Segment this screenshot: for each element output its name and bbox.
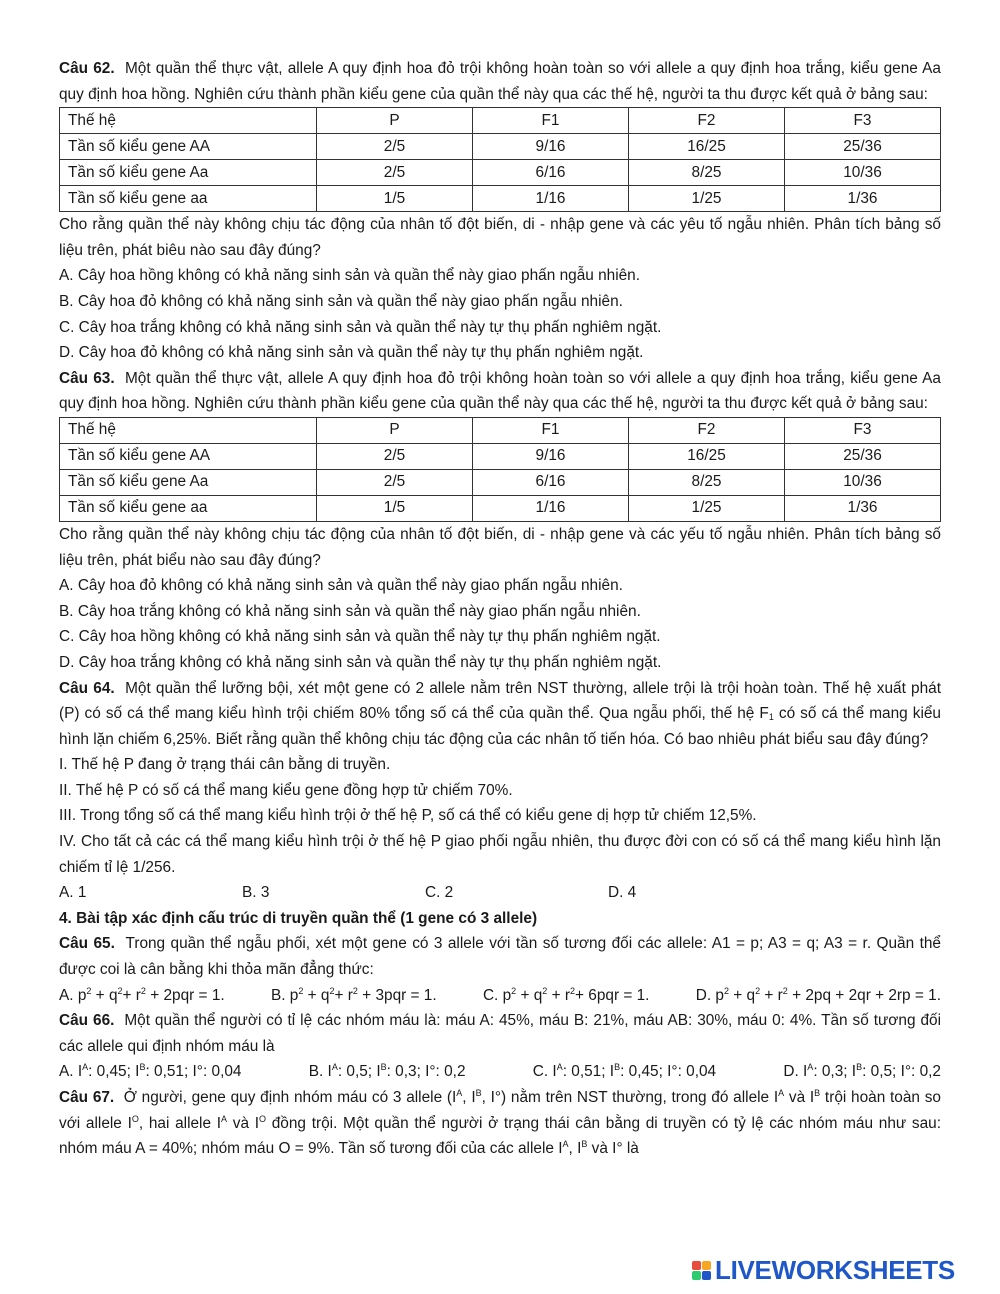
answer-option-b[interactable]: B. Cây hoa trắng không có khả năng sinh sản và quần thể này giao phấn ngẫu nhiên. xyxy=(59,602,641,620)
answer-options xyxy=(59,983,941,1009)
table-cell: Tần số kiểu gene Aa xyxy=(60,160,317,186)
question-label: Câu 66. xyxy=(59,1012,115,1030)
table-row xyxy=(60,160,941,186)
table-header-cell: F1 xyxy=(473,417,629,443)
table-row xyxy=(60,186,941,212)
question-65 xyxy=(59,931,941,982)
table-cell: 9/16 xyxy=(473,443,629,469)
table-cell: 16/25 xyxy=(629,134,785,160)
table-cell: Tần số kiểu gene aa xyxy=(60,186,317,212)
answer-option-d[interactable]: D. $p^2 + q^2 + r^2 + 2pq + 2qr + 2rp = 1$. xyxy=(695,985,941,1004)
worksheet-page xyxy=(59,56,941,1162)
liveworksheets-logo xyxy=(692,1255,955,1286)
table-cell: 2/5 xyxy=(317,134,473,160)
question-text: Một quần thể thực vật, allele A quy định hoa đỏ trội không hoàn toàn so với allele a quy định hoa trắng, kiểu gene Aa quy định hoa hồng. Nghiên cứu thành phần kiểu gene của quần thể này qua các thế hệ, người ta thu được kết quả ở bảng sau: xyxy=(59,369,941,413)
question-label: Câu 62. xyxy=(59,60,115,77)
table-header-cell: F1 xyxy=(473,108,629,134)
answer-option-b[interactable]: B. $I^A$: 0,5; $I^B$: 0,3; I°: 0,2 xyxy=(308,1062,466,1081)
question-text: Trong quần thể ngẫu phối, xét một gene có 3 allele với tần số tương đối các allele: A1 = p; A3 = q; A3 = r. Quần thể được coi là cân bằng khi thỏa mãn đẳng thức: xyxy=(59,935,941,979)
question-text: Một quần thể thực vật, allele A quy định hoa đỏ trội không hoàn toàn so với allele a quy định hoa trắng, kiểu gene Aa quy định hoa hồng. Nghiên cứu thành phần kiểu gene của quần thể này qua các thế hệ, người ta thu được kết quả ở bảng sau: xyxy=(59,60,941,103)
answer-option-a[interactable]: A. 1 xyxy=(59,884,87,902)
table-cell: 2/5 xyxy=(317,160,473,186)
table-header-row xyxy=(60,417,941,443)
question-label: Câu 64. xyxy=(59,679,115,697)
answer-option-a[interactable]: A. $I^A$: 0,45; $I^B$: 0,51; I°: 0,04 xyxy=(59,1062,242,1081)
answer-options xyxy=(59,880,941,906)
answer-option-a[interactable]: A. Cây hoa hồng không có khả năng sinh sản và quần thể này giao phấn ngẫu nhiên. xyxy=(59,267,641,285)
question-context: Cho rằng quần thể này không chịu tác động của nhân tố đột biến, di - nhập gene và các yêu tố ngẫu nhiên. Phân tích bảng số liệu trên, phát biêu nào sau đây đúng? xyxy=(59,216,941,259)
table-header-cell: F3 xyxy=(785,108,941,134)
answer-options xyxy=(59,1059,941,1085)
table-header-cell: P xyxy=(317,417,473,443)
genotype-table-62 xyxy=(59,107,941,212)
question-context: Cho rằng quần thể này không chịu tác động của nhân tố đột biến, di - nhập gene và các yếu tố ngẫu nhiên. Phân tích bảng số liệu trên, phát biểu nào sau đây đúng? xyxy=(59,525,941,569)
question-64 xyxy=(59,676,941,753)
table-cell: 1/16 xyxy=(473,186,629,212)
question-66 xyxy=(59,1008,941,1059)
question-label: Câu 65. xyxy=(59,935,115,953)
table-row xyxy=(60,469,941,495)
statement-item: II. Thế hệ P có số cá thể mang kiểu gene đồng hợp tử chiếm 70%. xyxy=(59,781,513,799)
table-cell: 10/36 xyxy=(785,469,941,495)
table-cell: 1/36 xyxy=(785,495,941,521)
table-cell: 10/36 xyxy=(785,160,941,186)
table-cell: 25/36 xyxy=(785,134,941,160)
answer-option-b[interactable]: B. 3 xyxy=(242,884,270,902)
table-header-cell: F3 xyxy=(785,417,941,443)
answer-option-a[interactable]: A. $p^2 + q^2+ r^2 + 2pqr = 1$. xyxy=(59,985,225,1004)
question-label: Câu 63. xyxy=(59,369,115,387)
table-cell: 1/36 xyxy=(785,186,941,212)
table-header-cell: Thế hệ xyxy=(60,417,317,443)
statement-item: I. Thế hệ P đang ở trạng thái cân bằng di truyền. xyxy=(59,756,391,774)
answer-option-c[interactable]: C. Cây hoa hồng không có khả năng sinh sản và quần thể này tự thụ phấn nghiêm ngặt. xyxy=(59,628,661,646)
table-header-cell: F2 xyxy=(629,108,785,134)
answer-option-c[interactable]: C. Cây hoa trắng không có khả năng sinh sản và quần thể này tự thụ phấn nghiêm ngặt. xyxy=(59,318,662,336)
answer-option-d[interactable]: D. Cây hoa đỏ không có khả năng sinh sản và quần thể này tự thụ phấn nghiêm ngặt. xyxy=(59,344,644,362)
table-cell: 6/16 xyxy=(473,469,629,495)
section-heading: 4. Bài tập xác định cấu trúc di truyền quần thể (1 gene có 3 allele) xyxy=(59,909,538,927)
answer-option-d[interactable]: D. $I^A$: 0,3; $I^B$: 0,5; I°: 0,2 xyxy=(783,1062,941,1081)
question-text: Một quần thể người có tỉ lệ các nhóm máu là: máu A: 45%, máu B: 21%, máu AB: 30%, máu 0: 4%. Tần số tương đối các allele qui định nhóm máu là xyxy=(59,1012,941,1055)
table-cell: Tần số kiểu gene AA xyxy=(60,134,317,160)
table-cell: 8/25 xyxy=(629,160,785,186)
answer-option-b[interactable]: B. Cây hoa đỏ không có khả năng sinh sản và quần thể này giao phấn ngẫu nhiên. xyxy=(59,292,623,310)
answer-option-d[interactable]: D. 4 xyxy=(608,884,637,902)
table-cell: 1/5 xyxy=(317,495,473,521)
table-cell: 2/5 xyxy=(317,469,473,495)
question-63 xyxy=(59,366,941,417)
table-cell: 1/16 xyxy=(473,495,629,521)
statement-item: IV. Cho tất cả các cá thể mang kiểu hình trội ở thế hệ P giao phối ngẫu nhiên, thu được đời con có số cá thể mang kiểu hình lặn chiếm tỉ lệ 1/256. xyxy=(59,833,941,876)
answer-option-a[interactable]: A. Cây hoa đỏ không có khả năng sinh sản và quần thể này giao phấn ngẫu nhiên. xyxy=(59,577,623,595)
subscript: 1 xyxy=(768,712,774,723)
answer-option-c[interactable]: C. $I^A$: 0,51; $I^B$: 0,45; I°: 0,04 xyxy=(532,1062,717,1081)
table-header-cell: Thế hệ xyxy=(60,108,317,134)
table-row xyxy=(60,495,941,521)
table-row xyxy=(60,443,941,469)
question-text: có số cá thể mang kiểu hình lặn chiếm 6,25%. Biết rằng quần thể không chịu tác động của các nhân tố tiến hóa. Có bao nhiêu phát biểu sau đây đúng? xyxy=(59,705,941,748)
table-cell: 6/16 xyxy=(473,160,629,186)
table-row xyxy=(60,134,941,160)
table-cell: 1/25 xyxy=(629,495,785,521)
question-label: Câu 67. xyxy=(59,1089,115,1106)
table-cell: Tần số kiểu gene Aa xyxy=(60,469,317,495)
statement-item: III. Trong tổng số cá thể mang kiểu hình trội ở thế hệ P, số cá thể có kiểu gene dị hợp tử chiếm 12,5%. xyxy=(59,807,757,825)
table-header-cell: P xyxy=(317,108,473,134)
answer-option-b[interactable]: B. $p^2 + q^2+ r^2 + 3pqr = 1$. xyxy=(270,985,437,1004)
answer-option-d[interactable]: D. Cây hoa trắng không có khả năng sinh sản và quần thể này tự thụ phấn nghiêm ngặt. xyxy=(59,653,662,671)
question-text: Một quần thể lưỡng bội, xét một gene có 2 allele nằm trên NST thường, allele trội là trội hoàn toàn. Thế hệ xuất phát (P) có số cá thể mang kiểu hình trội chiếm 80% tổng số cá thể của quần thể. Qua ngẫu phối, thế hệ F xyxy=(59,679,941,723)
table-cell: 25/36 xyxy=(785,443,941,469)
question-67: Câu 67. Ở người, gene quy định nhóm máu có 3 allele ($I^A$, $I^B$, I°) nằm trên NST thường, trong đó allele $I^A$ và $I^B$ trội hoàn toàn so với allele $I^O$, hai allele $I^A$ và $I^O$ đồng trội. Một quần thể người ở trạng thái cân bằng di truyền có tỷ lệ các nhóm máu như sau: nhóm máu A = 40%; nhóm máu O = 9%. Tần số tương đối của các allele $I^A$, $I^B$ và I° là xyxy=(59,1088,941,1158)
table-header-cell: F2 xyxy=(629,417,785,443)
table-cell: Tần số kiểu gene aa xyxy=(60,495,317,521)
table-cell: Tần số kiểu gene AA xyxy=(60,443,317,469)
liveworksheets-logo-icon xyxy=(692,1261,711,1280)
table-cell: 16/25 xyxy=(629,443,785,469)
table-cell: 2/5 xyxy=(317,443,473,469)
answer-option-c[interactable]: C. $p^2 + q^2 + r^2+ 6pqr = 1$. xyxy=(482,985,650,1004)
answer-option-c[interactable]: C. 2 xyxy=(425,884,454,902)
genotype-table-63 xyxy=(59,417,941,522)
table-cell: 8/25 xyxy=(629,469,785,495)
brand-name: LIVEWORKSHEETS xyxy=(715,1255,955,1285)
table-cell: 9/16 xyxy=(473,134,629,160)
table-cell: 1/25 xyxy=(629,186,785,212)
question-62 xyxy=(59,56,941,107)
table-cell: 1/5 xyxy=(317,186,473,212)
table-header-row xyxy=(60,108,941,134)
